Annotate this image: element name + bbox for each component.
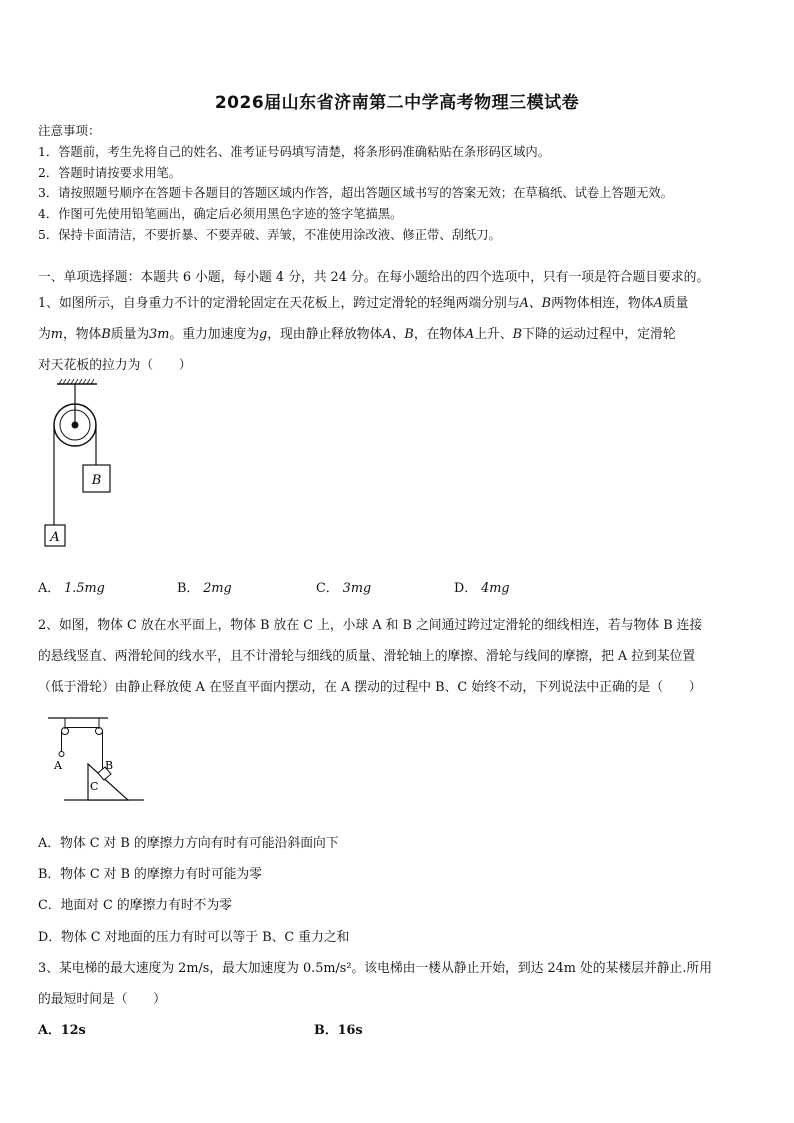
q1-option-b[interactable]: B． 2mg bbox=[177, 581, 232, 596]
q3-line-1: 3、某电梯的最大速度为 2m/s，最大加速度为 0.5m/s²。该电梯由一楼从静止开始，到达 24m 处的某楼层并静止.所用 bbox=[38, 961, 713, 976]
q2-option-c[interactable]: C．地面对 C 的摩擦力有时不为零 bbox=[38, 898, 233, 913]
q2-incline-c-label: C bbox=[90, 780, 99, 793]
q1-line-3: 对天花板的拉力为（ ） bbox=[38, 358, 192, 373]
notice-item-3: 3．请按照题号顺序在答题卡各题目的答题区域内作答，超出答题区域书写的答案无效；在草稿纸、试卷上答题无效。 bbox=[38, 186, 673, 200]
q2-incline-figure bbox=[44, 712, 150, 804]
q2-line-3: （低于滑轮）由静止释放使 A 在竖直平面内摆动，在 A 摆动的过程中 B、C 始终不动，下列说法中正确的是（ ） bbox=[38, 680, 702, 695]
q3-option-b[interactable]: B．16s bbox=[314, 1023, 363, 1038]
q1-block-b-label: B bbox=[91, 473, 102, 488]
q2-line-2: 的悬线竖直、两滑轮间的线水平，且不计滑轮与细线的质量、滑轮轴上的摩擦、滑轮与线间的摩擦，把 A 拉到某位置 bbox=[38, 649, 696, 664]
page-title: 2026届山东省济南第二中学高考物理三模试卷 bbox=[214, 93, 580, 113]
q2-option-d[interactable]: D．物体 C 对地面的压力有时可以等于 B、C 重力之和 bbox=[38, 930, 350, 945]
notice-heading: 注意事项： bbox=[38, 123, 101, 138]
q1-line-1: 1、如图所示，自身重力不计的定滑轮固定在天花板上，跨过定滑轮的轻绳两端分别与A、B两物体相连，物体A质量 bbox=[38, 296, 689, 311]
q2-ball-a-label: A bbox=[54, 759, 62, 772]
q2-option-b[interactable]: B．物体 C 对 B 的摩擦力有时可能为零 bbox=[38, 867, 263, 882]
q3-option-a[interactable]: A．12s bbox=[38, 1023, 86, 1038]
q1-pulley-figure bbox=[40, 378, 130, 553]
notice-item-2: 2．答题时请按要求用笔。 bbox=[38, 166, 182, 180]
q1-option-a[interactable]: A． 1.5mg bbox=[38, 581, 105, 596]
q2-block-b-label: B bbox=[105, 759, 114, 772]
q3-line-2: 的最短时间是（ ） bbox=[38, 992, 166, 1007]
q2-line-1: 2、如图，物体 C 放在水平面上，物体 B 放在 C 上，小球 A 和 B 之间通过跨过定滑轮的细线相连，若与物体 B 连接 bbox=[38, 618, 703, 633]
q2-option-a[interactable]: A．物体 C 对 B 的摩擦力方向有时有可能沿斜面向下 bbox=[38, 836, 339, 851]
q1-option-c[interactable]: C． 3mg bbox=[316, 581, 372, 596]
section-heading: 一、单项选择题：本题共 6 小题，每小题 4 分，共 24 分。在每小题给出的四个选项中，只有一项是符合题目要求的。 bbox=[38, 270, 710, 285]
notice-item-4: 4．作图可先使用铅笔画出，确定后必须用黑色字迹的签字笔描黑。 bbox=[38, 207, 403, 221]
notice-item-5: 5．保持卡面清洁，不要折暴、不要弄破、弄皱，不准使用涂改液、修正带、刮纸刀。 bbox=[38, 228, 501, 242]
q1-option-d[interactable]: D． 4mg bbox=[454, 581, 510, 596]
q1-line-2: 为m，物体B质量为3m。重力加速度为g，现由静止释放物体A、B，在物体A上升、B下降的运动过程中，定滑轮 bbox=[38, 327, 676, 342]
q1-block-a-label: A bbox=[50, 530, 60, 545]
notice-item-1: 1．答题前，考生先将自己的姓名、准考证号码填写清楚，将条形码准确粘贴在条形码区域内。 bbox=[38, 145, 550, 159]
